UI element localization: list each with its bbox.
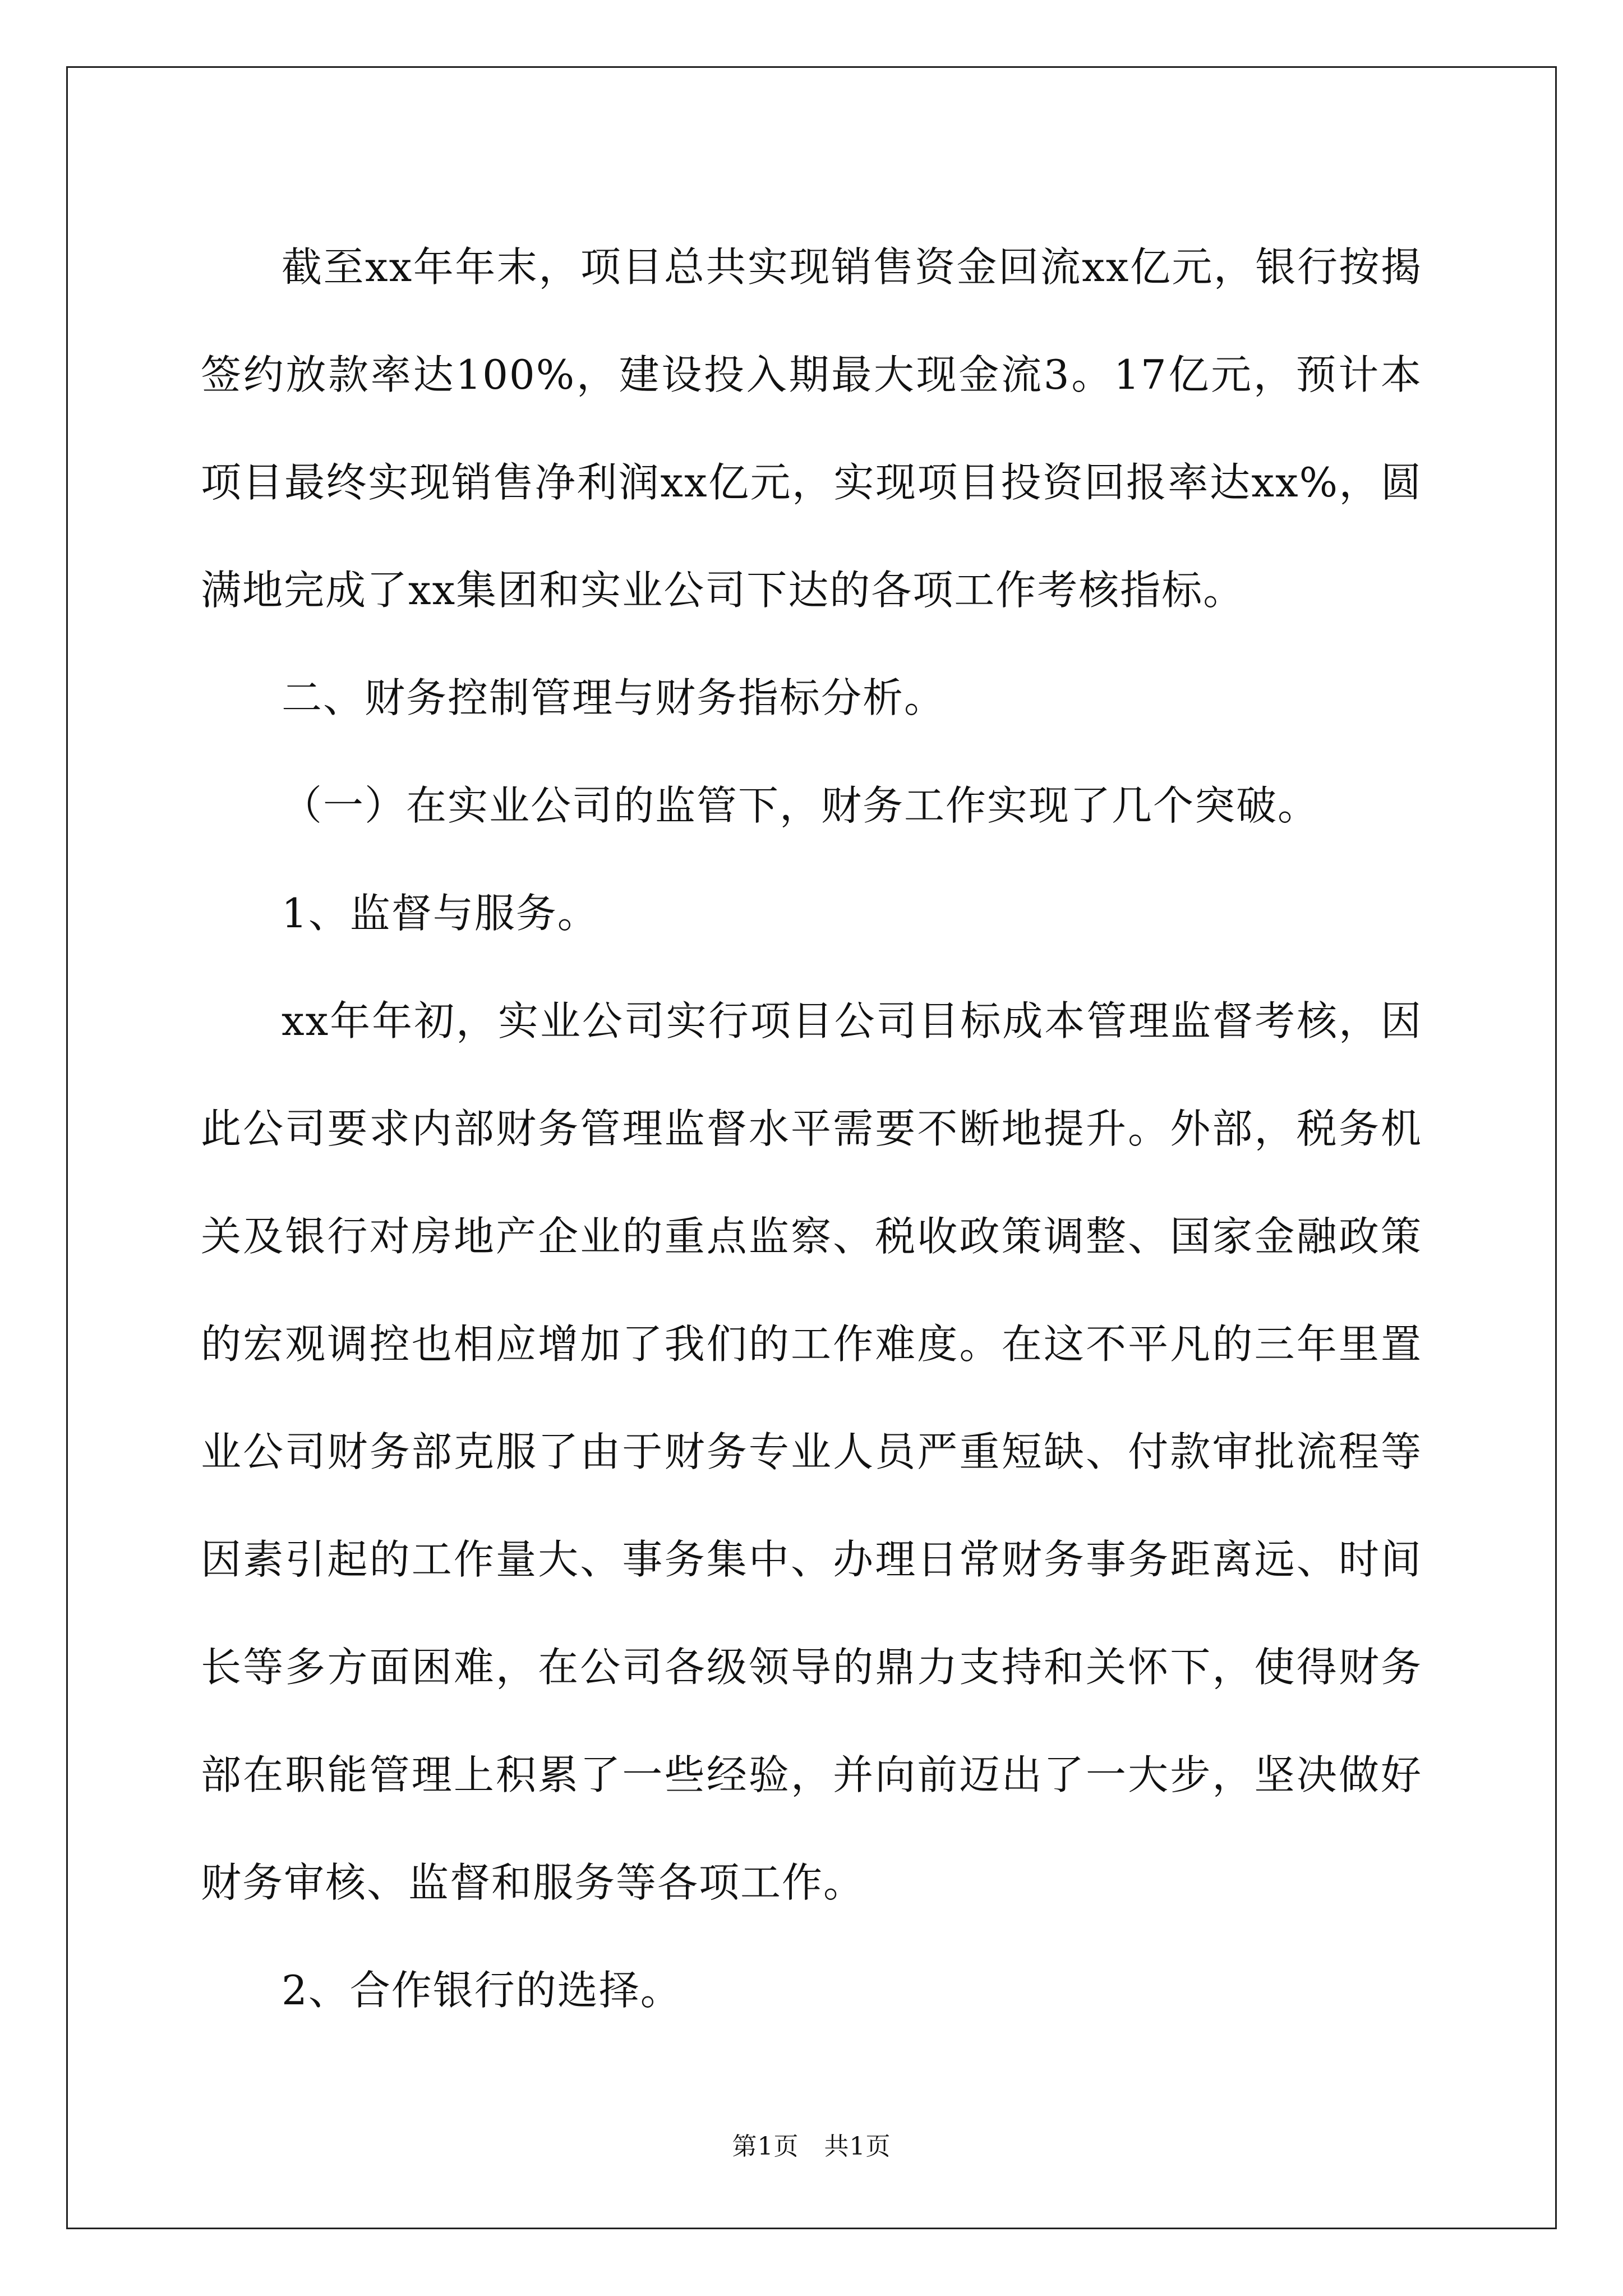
document-body (201, 213, 1422, 2044)
item-heading-bank-selection: 2、合作银行的选择。 (282, 1967, 682, 2014)
subsection-heading-breakthroughs: （一）在实业公司的监管下，财务工作实现了几个突破。 (282, 782, 1320, 829)
item-heading-supervision-service: 1、监督与服务。 (282, 890, 599, 937)
paragraph-supervision-detail: xx年年初，实业公司实行项目公司目标成本管理监督考核，因此公司要求内部财务管理监督水平需要不断地提升。外部，税务机关及银行对房地产企业的重点监察、税收政策调整、国家金融政策的宏观调控也相应增加了我们的工作难度。在这不平凡的三年里置业公司财务部克服了由于财务专业人员严重短缺、付款审批流程等因素引起的工作量大、事务集中、办理日常财务事务距离远、时间长等多方面困难，在公司各级领导的鼎力支持和关怀下，使得财务部在职能管理上积累了一些经验，并向前迈出了一大步，坚决做好财务审核、监督和服务等各项工作。 (201, 997, 1422, 1906)
section-heading-finance-control: 二、财务控制管理与财务指标分析。 (282, 674, 946, 721)
page-footer: 第1页 共1页 (732, 2132, 891, 2161)
paragraph-summary: 截至xx年年末，项目总共实现销售资金回流xx亿元，银行按揭签约放款率达100%，建设投入期最大现金流3。17亿元，预计本项目最终实现销售净利润xx亿元，实现项目投资回报率达xx%，圆满地完成了xx集团和实业公司下达的各项工作考核指标。 (201, 243, 1422, 614)
